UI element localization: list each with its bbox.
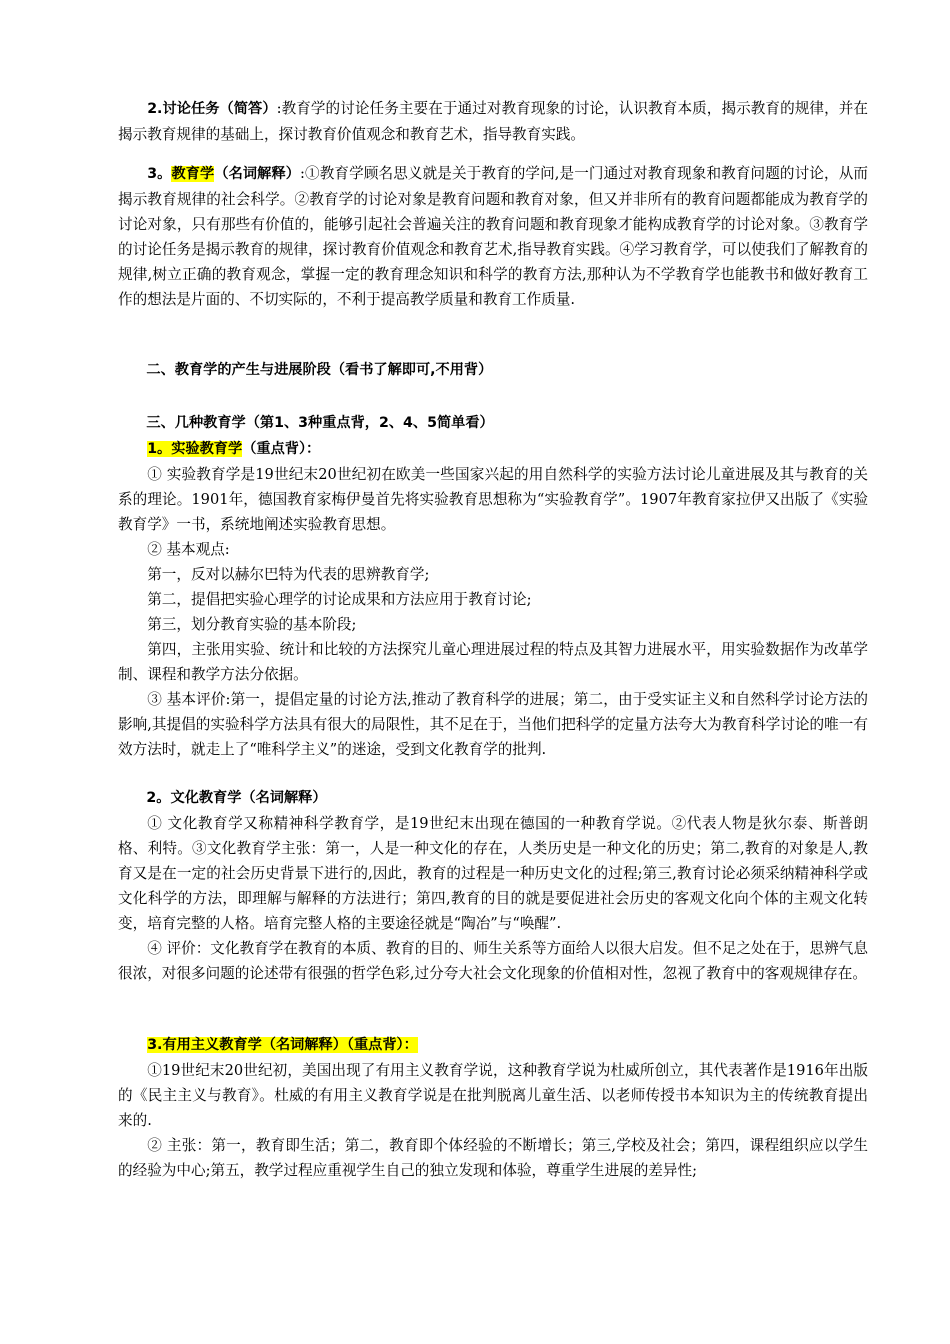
subheading-experimental	[118, 436, 868, 462]
paragraph-research-task	[118, 96, 868, 147]
heading-tag: （名词解释）	[214, 166, 301, 182]
heading-number: 3。	[147, 166, 172, 182]
paragraph-pedagogy-definition	[118, 161, 868, 312]
spacer	[118, 147, 868, 161]
paragraph-experimental-5: 第三，划分教育实验的基本阶段;	[147, 616, 357, 633]
paragraph-experimental-1: ① 实验教育学是19世纪末20世纪初在欧美一些国家兴起的用自然科学的实验方法讨论儿童进展及其与教育的关系的理论。1901年，德国教育家梅伊曼首先将实验教育思想称为“实验教育学”。1907年教育家拉伊又出版了《实验教育学》一书，系统地阐述实验教育思想。	[118, 466, 868, 533]
section-heading-two: 二、教育学的产生与进展阶段（看书了解即可,不用背）	[146, 362, 493, 378]
section-heading-three: 三、几种教育学（第1、3种重点背，2、4、5简单看）	[146, 415, 494, 431]
paragraph-experimental-3: 第一，反对以赫尔巴特为代表的思辨教育学;	[147, 566, 430, 583]
paragraph-pragmatism-2: ② 主张：第一，教育即生活；第二，教育即个体经验的不断增长；第三,学校及社会；第四，课程组织应以学生的经验为中心;第五，教学过程应重视学生自己的独立发现和体验，尊重学生进展的差异性;	[118, 1137, 868, 1179]
subheading-tag: （重点背）：	[242, 441, 321, 457]
subheading-pragmatism	[118, 1032, 868, 1058]
paragraph-experimental-4: 第二，提倡把实验心理学的讨论成果和方法应用于教育讨论;	[147, 591, 532, 608]
paragraph-experimental-2: ② 基本观点:	[147, 541, 230, 558]
paragraph-experimental-6: 第四，主张用实验、统计和比较的方法探究儿童心理进展过程的特点及其智力进展水平，用实验数据作为改革学制、课程和教学方法分依据。	[118, 641, 868, 683]
spacer	[118, 383, 868, 411]
highlighted-term-pedagogy: 教育学	[171, 166, 215, 182]
paragraph-experimental-7: ③ 基本评价:第一，提倡定量的讨论方法,推动了教育科学的进展；第二，由于受实证主义和自然科学讨论方法的影响,其提倡的实验科学方法具有很大的局限性，其不足在于，当他们把科学的定量方法夸大为教育科学讨论的唯一有效方法时，就走上了“唯科学主义”的迷途，受到文化教育学的批判.	[118, 691, 868, 758]
heading-research-task: 2.讨论任务（简答）	[147, 101, 277, 117]
paragraph-pragmatism-1: ①19世纪末20世纪初，美国出现了有用主义教育学说，这种教育学说为杜威所创立，其代表著作是1916年出版的《民主主义与教育》。杜威的有用主义教育学说是在批判脱离儿童生活、以老师传授书本知识为主的传统教育提出来的.	[118, 1062, 868, 1129]
highlighted-title-experimental: 1。实验教育学	[147, 441, 243, 457]
text-pedagogy-definition: :①教育学顾名思义就是关于教育的学问,是一门通过对教育现象和教育问题的讨论，从而揭示教育规律的社会科学。②教育学的讨论对象是教育问题和教育对象，但又并非所有的教育问题都能成为教育学的讨论对象，只有那些有价值的，能够引起社会普遍关注的教育问题和教育现象才能构成教育学的讨论对象。③教育学的讨论任务是揭示教育的规律，探讨教育价值观念和教育艺术,指导教育实践。④学习教育学，可以使我们了解教育的规律,树立正确的教育观念，掌握一定的教育理念知识和科学的教育方法,那种认为不学教育学也能教书和做好教育工作的想法是片面的、不切实际的，不利于提高教学质量和教育工作质量.	[118, 165, 868, 308]
document-page	[118, 96, 868, 1183]
highlighted-title-pragmatism: 3.有用主义教育学（名词解释）（重点背）：	[147, 1037, 418, 1053]
spacer	[118, 986, 868, 1032]
paragraph-cultural-1: ① 文化教育学又称精神科学教育学，是19世纪末出现在德国的一种教育学说。②代表人物是狄尔泰、斯普朗格、利特。③文化教育学主张：第一，人是一种文化的存在，人类历史是一种文化的历史；第二,教育的对象是人,教育又是在一定的社会历史背景下进行的,因此，教育的过程是一种历史文化的过程;第三,教育讨论必须采纳精神科学或文化科学的方法，即理解与解释的方法进行；第四,教育的目的就是要促进社会历史的客观文化向个体的主观文化转变，培育完整的人格。培育完整人格的主要途径就是“陶冶”与“唤醒”.	[118, 815, 868, 932]
spacer	[118, 312, 868, 358]
text-research-task: :教育学的讨论任务主要在于通过对教育现象的讨论，认识教育本质，揭示教育的规律，并在揭示教育规律的基础上，探讨教育价值观念和教育艺术，指导教育实践。	[118, 100, 869, 143]
subheading-cultural: 2。文化教育学（名词解释）	[146, 790, 327, 806]
paragraph-cultural-2: ④ 评价：文化教育学在教育的本质、教育的目的、师生关系等方面给人以很大启发。但不足之处在于，思辨气息很浓，对很多问题的论述带有很强的哲学色彩,过分夸大社会文化现象的价值相对性，忽视了教育中的客观规律存在。	[118, 940, 868, 982]
spacer	[118, 762, 868, 786]
